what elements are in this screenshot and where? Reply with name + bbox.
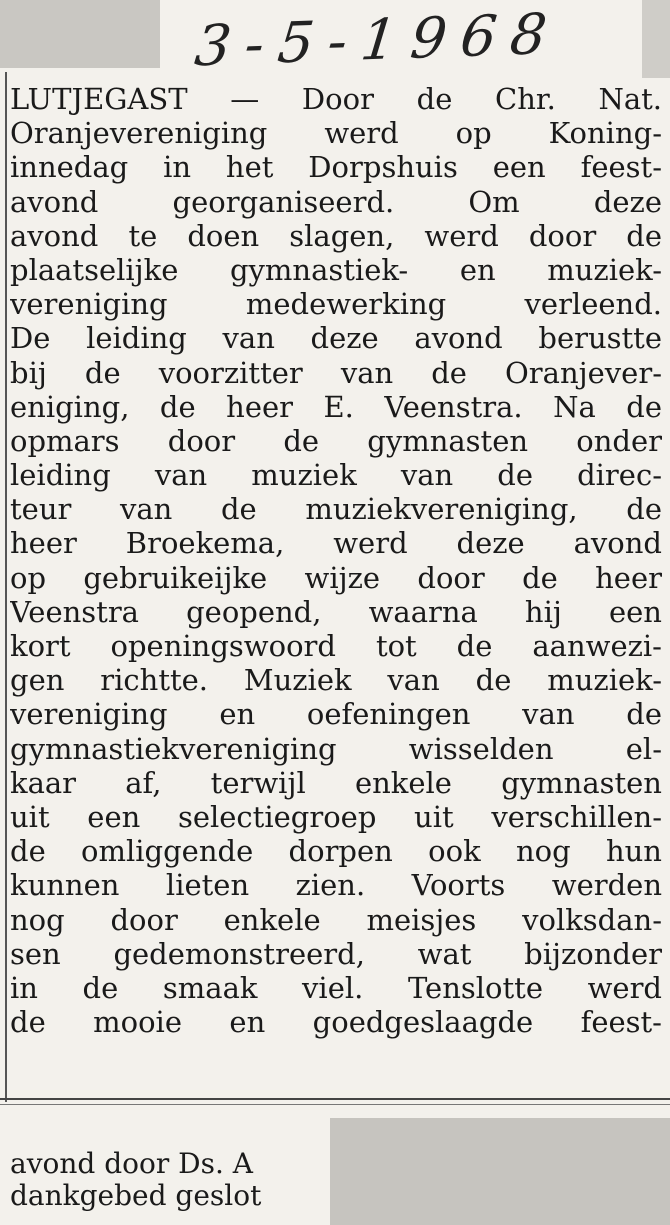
article-line: avond georganiseerd. Om deze <box>10 184 662 219</box>
handwritten-date: 3-5-1968 <box>191 1 564 80</box>
tape-strip-top-left <box>0 0 160 68</box>
article-line: de mooie en goedgeslaagde feest- <box>10 1005 662 1040</box>
article-line: gymnastiekvereniging wisselden el- <box>10 731 662 766</box>
column-rule <box>5 72 7 1102</box>
article-line: Veenstra geopend, waarna hij een <box>10 594 662 629</box>
article-line: opmars door de gymnasten onder <box>10 423 662 458</box>
article-line: nog door enkele meisjes volksdan- <box>10 902 662 937</box>
article-line: Oranjevereniging werd op Koning- <box>10 116 662 151</box>
article-line: sen gedemonstreerd, wat bijzonder <box>10 936 662 971</box>
article-line: vereniging en oefeningen van de <box>10 697 662 732</box>
article-line: kort openingswoord tot de aanwezi- <box>10 629 662 663</box>
article-line: innedag in het Dorpshuis een feest- <box>10 150 662 185</box>
tape-strip-bottom <box>330 1118 670 1225</box>
column-divider <box>0 1098 670 1105</box>
article-line: avond te doen slagen, werd door de <box>10 218 662 253</box>
tape-strip-top-right <box>642 0 670 78</box>
article-line: kaar af, terwijl enkele gymnasten <box>10 765 662 800</box>
article-line: kunnen lieten zien. Voorts werden <box>10 868 662 903</box>
continuation-line: dankgebed geslot <box>10 1180 262 1212</box>
article-line: in de smaak viel. Tenslotte werd <box>10 970 662 1005</box>
article-continuation <box>10 1148 340 1212</box>
article-line: De leiding van deze avond berustte <box>10 321 662 356</box>
article-line: LUTJEGAST — Door de Chr. Nat. <box>10 82 662 116</box>
article-line: heer Broekema, werd deze avond <box>10 526 662 561</box>
article-line: gen richtte. Muziek van de muziek- <box>10 663 662 698</box>
article-line: uit een selectiegroep uit verschillen- <box>10 799 662 834</box>
article-line: vereniging medewerking verleend. <box>10 287 662 322</box>
article-line: leiding van muziek van de direc- <box>10 458 662 493</box>
article-line: op gebruikeijke wijze door de heer <box>10 560 662 595</box>
article-line: de omliggende dorpen ook nog hun <box>10 834 662 869</box>
article-line: teur van de muziekvereniging, de <box>10 492 662 527</box>
article-line: plaatselijke gymnastiek- en muziek- <box>10 252 662 287</box>
article-body <box>10 82 662 1039</box>
article-line: bij de voorzitter van de Oranjever- <box>10 355 662 390</box>
article-line: eniging, de heer E. Veenstra. Na de <box>10 389 662 424</box>
continuation-line: avond door Ds. A <box>10 1148 253 1180</box>
